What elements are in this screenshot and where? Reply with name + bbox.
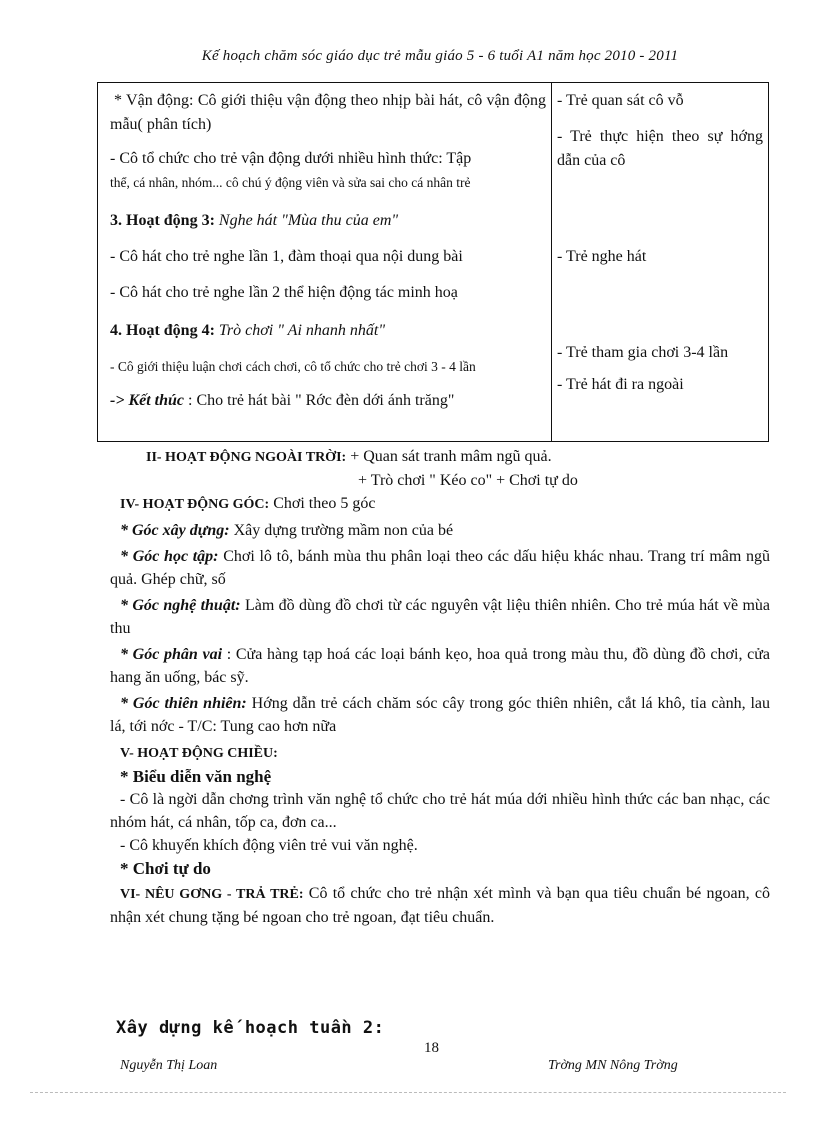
document-header: Kế hoạch chăm sóc giáo dục trẻ mẫu giáo 5 - 6 tuổi A1 năm học 2010 - 2011: [201, 48, 679, 64]
activity-4-title: Trò chơi " Ai nhanh nhất": [218, 322, 386, 339]
afternoon-paragraph: - Cô khuyến khích động viên trẻ vui văn nghệ.: [120, 837, 418, 854]
conclusion-text: : Cho trẻ hát bài " Rớc đèn dới ánh trăng": [188, 392, 455, 409]
evaluation-text: Cô tổ chức cho trẻ nhận xét mình và bạn qua tiêu chuẩn bé ngoan, cô nhận xét chung tặng bé ngoan cho trẻ ngoan, đạt tiêu chuẩn.: [110, 885, 771, 926]
week-plan-heading: Xây dựng kế hoạch tuần 2:: [116, 1018, 385, 1038]
afternoon-title: V- HOẠT ĐỘNG CHIỀU:: [120, 746, 278, 761]
evaluation-section: [110, 882, 770, 929]
outdoor-item-1: + Quan sát tranh mâm ngũ quả.: [350, 448, 552, 465]
table-left-text: - Cô hát cho trẻ nghe lần 1, đàm thoại qua nội dung bài: [110, 248, 463, 265]
corner-item-label: * Góc xây dựng:: [120, 522, 230, 539]
corner-item-label: * Góc học tập:: [120, 548, 219, 565]
corner-item: [110, 594, 770, 640]
child-activities-column: [557, 89, 763, 397]
table-right-text: - Trẻ thực hiện theo sự hớng dẫn của cô: [557, 128, 763, 169]
outdoor-section: [110, 445, 770, 492]
corner-item-label: * Góc thiên nhiên:: [120, 695, 247, 712]
corner-item-label: * Góc phân vai: [120, 646, 223, 663]
table-right-text: - Trẻ tham gia chơi 3-4 lần: [557, 344, 729, 361]
corner-item: [110, 643, 770, 689]
activity-3-title: Nghe hát "Mùa thu của em": [218, 212, 399, 229]
table-left-text: - Cô tổ chức cho trẻ vận động dưới nhiều hình thức: Tập: [110, 150, 472, 167]
table-right-text: - Trẻ hát đi ra ngoài: [557, 376, 684, 393]
outdoor-item-2: + Trò chơi " Kéo co" + Chơi tự do: [358, 472, 578, 489]
corner-item: [110, 545, 770, 591]
activity-4-label: 4. Hoạt động 4:: [110, 322, 215, 339]
outdoor-title: II- HOẠT ĐỘNG NGOÀI TRỜI:: [146, 450, 347, 465]
table-right-text: - Trẻ quan sát cô vỗ: [557, 92, 684, 109]
afternoon-paragraph: - Cô là ngời dẫn chơng trình văn nghệ tổ chức cho trẻ hát múa dới nhiều hình thức các ban nhạc, các nhóm hát, cá nhân, tốp ca, đơn ca...: [110, 791, 770, 831]
teacher-activities-column: [110, 89, 546, 413]
table-left-text: * Vận động: Cô giới thiệu vận động theo nhịp bài hát, cô vận động mẫu( phân tích): [110, 92, 546, 133]
conclusion-label: -> Kết thúc: [110, 392, 185, 409]
free-play-heading: * Chơi tự do: [120, 859, 211, 878]
activity-table: [97, 82, 769, 442]
footer-author: Nguyễn Thị Loan: [120, 1058, 218, 1073]
table-left-text: - Cô giới thiệu luận chơi cách chơi, cô tổ chức cho trẻ chơi 3 - 4 lần: [110, 359, 476, 374]
table-column-divider: [551, 83, 552, 441]
corner-section: [110, 492, 770, 738]
afternoon-section: [110, 742, 770, 880]
table-right-text: - Trẻ nghe hát: [557, 248, 647, 265]
corner-item-label: * Góc nghệ thuật:: [120, 597, 241, 614]
page-number: 18: [424, 1040, 439, 1056]
table-left-text: thể, cá nhân, nhóm... cô chú ý động viên và sửa sai cho cá nhân trẻ: [110, 175, 471, 190]
evaluation-paragraph: [110, 882, 770, 929]
corner-text: Chơi theo 5 góc: [273, 495, 376, 512]
corner-title: IV- HOẠT ĐỘNG GÓC:: [120, 497, 270, 512]
corner-item-text: : Cửa hàng tạp hoá các loại bánh kẹo, hoa quả trong màu thu, đồ dùng đồ chơi, cửa hang ăn uống, bác sỹ.: [110, 646, 770, 686]
corner-item-text: Xây dựng trường mầm non của bé: [233, 522, 454, 539]
corner-item: [110, 692, 770, 738]
corner-item: [110, 519, 770, 542]
corner-item-text: Chơi lô tô, bánh mùa thu phân loại theo các dấu hiệu khác nhau. Trang trí mâm ngũ quả. Ghép chữ, số: [110, 548, 771, 588]
table-left-text: - Cô hát cho trẻ nghe lần 2 thể hiện động tác minh hoạ: [110, 284, 458, 301]
corner-item-text: Hớng dẫn trẻ cách chăm sóc cây trong góc thiên nhiên, cắt lá khô, tỉa cành, lau lá, tới nớc - T/C: Tung cao hơn nữa: [110, 695, 771, 735]
page-bottom-rule: [30, 1092, 786, 1093]
activity-4: [110, 319, 546, 343]
performance-heading: * Biểu diễn văn nghệ: [120, 767, 272, 786]
footer-school: Trờng MN Nông Trờng: [548, 1058, 678, 1073]
outdoor-line-1: [110, 445, 770, 469]
corner-heading: [110, 492, 770, 516]
conclusion: [110, 389, 546, 413]
activity-3-label: 3. Hoạt động 3:: [110, 212, 215, 229]
activity-3: [110, 209, 546, 233]
corner-item-text: Làm đồ dùng đồ chơi từ các nguyên vật liệu thiên nhiên. Cho trẻ múa hát về mùa thu: [110, 597, 771, 637]
evaluation-title: VI- NÊU GƠNG - TRẢ TRẺ:: [120, 887, 304, 902]
